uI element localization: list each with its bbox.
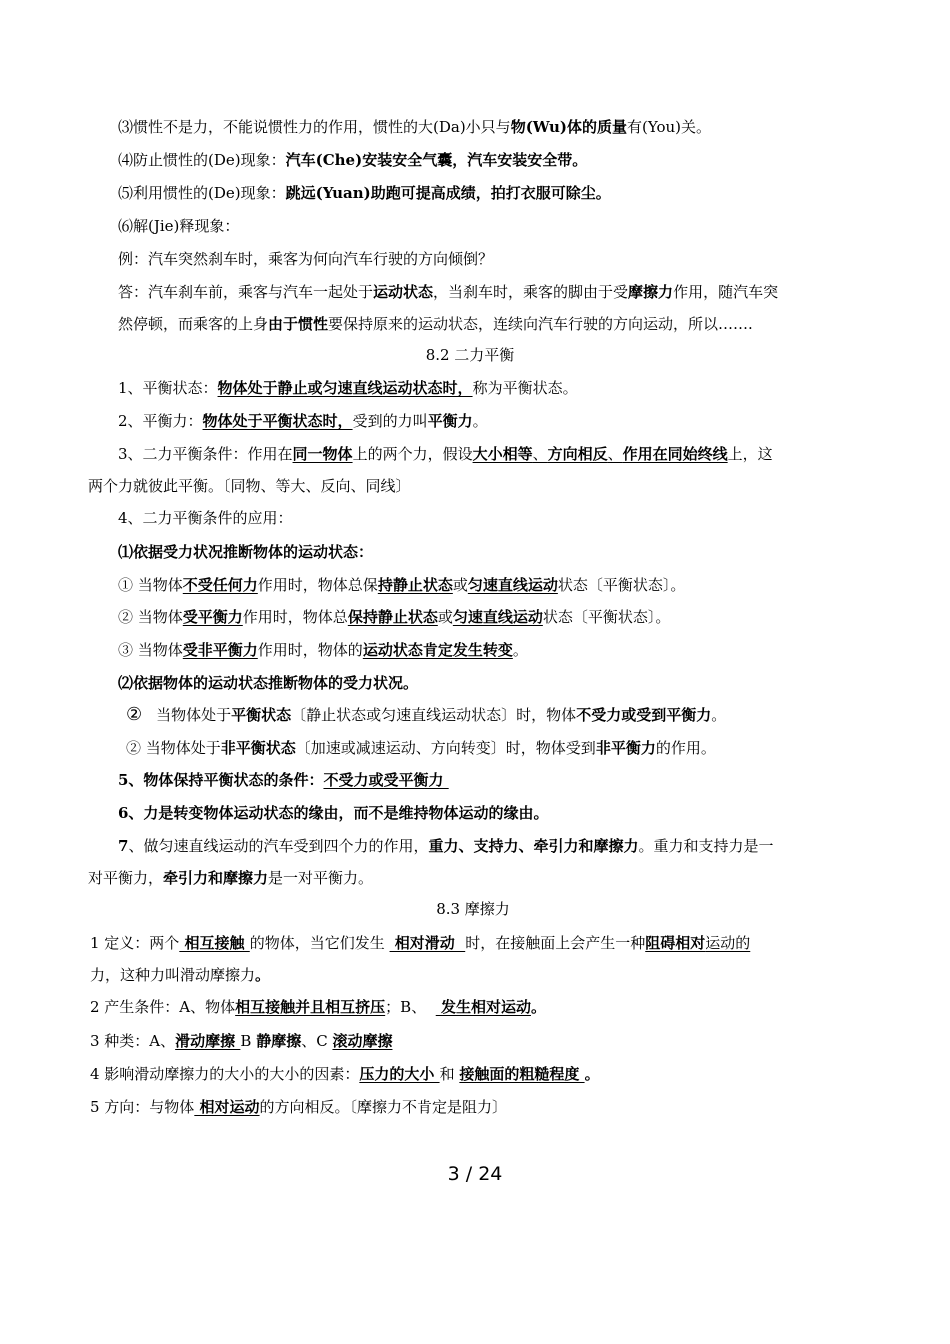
friction-factors: 4 影响滑动摩擦力的大小的大小的因素：压力的大小 和 接触面的粗糙程度 。 — [90, 1065, 600, 1083]
friction-conditions: 2 产生条件：A、物体相互接触并且相互挤压；B、 发生相对运动。 — [90, 998, 546, 1016]
example-answer-line-2: 然停顿，而乘客的上身由于惯性要保持原来的运动状态，连续向汽车行驶的方向运动，所以……. — [118, 315, 753, 333]
balance-state-definition: 1、平衡状态：物体处于静止或匀速直线运动状态时，称为平衡状态。 — [118, 379, 578, 397]
section-heading-8-2: 8.2 二力平衡 — [425, 346, 515, 364]
section-heading-8-3: 8.3 摩擦力 — [436, 900, 510, 918]
car-forces-line-1: 7、做匀速直线运动的汽车受到四个力的作用，重力、支持力、牵引力和摩擦力。重力和支持力是一 — [118, 837, 774, 855]
application-item-4: ② 当物体处于平衡状态〔静止状态或匀速直线运动状态〕时，物体不受力或受到平衡力。 — [126, 704, 727, 725]
two-force-condition-line-1: 3、二力平衡条件：作用在同一物体上的两个力，假设大小相等、方向相反、作用在同始终线上，这 — [118, 445, 773, 463]
balance-keep-condition: 5、物体保持平衡状态的条件：不受力或受平衡力 — [118, 771, 449, 789]
force-cause-statement: 6、力是转变物体运动状态的缘由，而不是维持物体运动的缘由。 — [118, 804, 549, 822]
car-forces-line-2: 对平衡力，牵引力和摩擦力是一对平衡力。 — [88, 869, 374, 887]
application-item-3: ③ 当物体受非平衡力作用时，物体的运动状态肯定发生转变。 — [118, 641, 528, 659]
friction-direction: 5 方向：与物体 相对运动的方向相反。〔摩擦力不肯定是阻力〕 — [90, 1098, 508, 1116]
friction-types: 3 种类：A、滑动摩擦 B 静摩擦、C 滚动摩擦 — [90, 1032, 393, 1050]
friction-definition-line-1: 1 定义：两个 相互接触 的物体，当它们发生 相对滑动 时，在接触面上会产生一种阻碍相对运动的 — [90, 934, 751, 952]
application-item-2: ② 当物体受平衡力作用时，物体总保持静止状态或匀速直线运动状态〔平衡状态〕。 — [118, 608, 671, 626]
balance-force-definition: 2、平衡力：物体处于平衡状态时，受到的力叫平衡力。 — [118, 412, 488, 430]
two-force-condition-line-2: 两个力就彼此平衡。〔同物、等大、反向、同线〕 — [88, 477, 411, 495]
application-item-1: ① 当物体不受任何力作用时，物体总保持静止状态或匀速直线运动状态〔平衡状态〕。 — [118, 576, 686, 594]
application-item-5: ② 当物体处于非平衡状态〔加速或减速运动、方向转变〕时，物体受到非平衡力的作用。 — [126, 739, 716, 757]
friction-definition-line-2: 力，这种力叫滑动摩擦力。 — [90, 966, 271, 984]
example-answer-line-1: 答：汽车刹车前，乘客与汽车一起处于运动状态，当刹车时，乘客的脚由于受摩擦力作用，随汽车突 — [118, 283, 779, 301]
application-sub-1: ⑴依据受力状况推断物体的运动状态： — [118, 543, 374, 561]
application-sub-2: ⑵依据物体的运动状态推断物体的受力状况。 — [118, 674, 419, 692]
example-question: 例：汽车突然刹车时，乘客为何向汽车行驶的方向倾倒？ — [118, 250, 494, 268]
application-heading: 4、二力平衡条件的应用： — [118, 509, 293, 527]
inertia-item-4: ⑷防止惯性的(De)现象：汽车(Che)安装安全气囊，汽车安装安全带。 — [118, 151, 588, 169]
inertia-item-6: ⑹解(Jie)释现象： — [118, 217, 240, 235]
page-number: 3 / 24 — [447, 1163, 503, 1185]
inertia-item-3: ⑶惯性不是力，不能说惯性力的作用，惯性的大(Da)小只与物(Wu)体的质量有(You)关。 — [118, 118, 712, 136]
inertia-item-5: ⑸利用惯性的(De)现象：跳远(Yuan)助跑可提高成绩，拍打衣服可除尘。 — [118, 184, 611, 202]
